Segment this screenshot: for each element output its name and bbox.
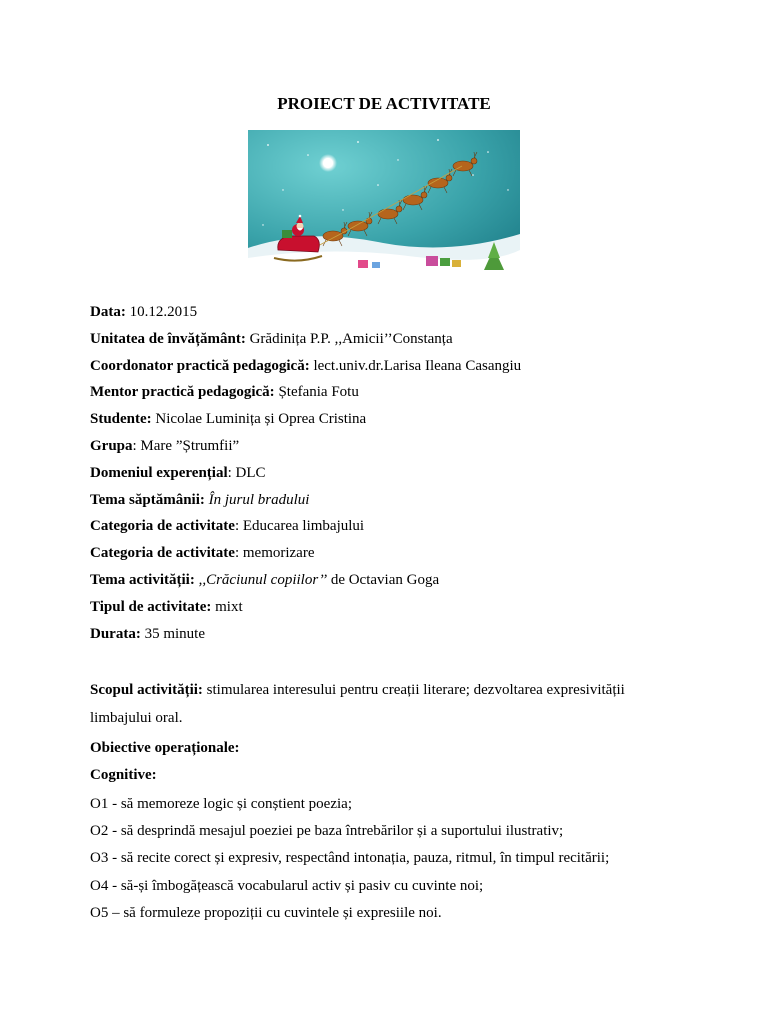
info-row-students: Studente: Nicolae Luminița și Oprea Cristina: [90, 411, 367, 428]
info-row-school: Unitatea de învățământ: Grădinița P.P. ,,Amicii’’Constanța: [90, 330, 453, 347]
info-row-coordinator: Coordonator practică pedagogică: lect.univ.dr.Larisa Ileana Casangiu: [90, 357, 522, 374]
objective-item: O5 – să formuleze propoziții cu cuvintele și expresiile noi.: [90, 904, 442, 921]
info-row-date: Data: 10.12.2015: [90, 304, 198, 320]
info-row-group: Grupa: Mare ”Ștrumfii”: [90, 437, 240, 454]
objectives-heading: Obiective operaționale:: [90, 740, 240, 756]
page-title: PROIECT DE ACTIVITATE: [277, 94, 491, 113]
objectives-list: [90, 794, 710, 930]
objective-item: O3 - să recite corect și expresiv, respectând intonația, pauza, ritmul, în timpul recitării;: [90, 850, 610, 867]
santa-sleigh-illustration: [248, 130, 520, 276]
info-row-category-2: Categoria de activitate: memorizare: [90, 545, 315, 562]
info-row-activity-type: Tipul de activitate: mixt: [90, 598, 243, 615]
info-row-category-1: Categoria de activitate: Educarea limbajului: [90, 518, 365, 535]
info-row-mentor: Mentor practică pedagogică: Ștefania Fotu: [90, 384, 359, 401]
activity-scope: Scopul activității: stimularea interesului pentru creații literare; dezvoltarea expresivității limbajului oral.: [90, 682, 625, 726]
objective-item: O4 - să-și îmbogățească vocabularul activ și pasiv cu cuvinte noi;: [90, 877, 484, 894]
info-row-domain: Domeniul experențial: DLC: [90, 464, 266, 481]
objective-item: O2 - să desprindă mesajul poeziei pe baza întrebărilor și a suportului ilustrativ;: [90, 823, 564, 840]
document-info: [90, 301, 690, 649]
info-row-week-theme: Tema săptămânii: În jurul bradului: [90, 491, 310, 508]
cognitive-heading: Cognitive:: [90, 767, 157, 783]
info-row-activity-theme: Tema activității: ,,Crăciunul copiilor’’ de Octavian Goga: [90, 571, 440, 588]
info-row-duration: Durata: 35 minute: [90, 625, 205, 642]
objective-item: O1 - să memoreze logic și conștient poezia;: [90, 796, 352, 812]
